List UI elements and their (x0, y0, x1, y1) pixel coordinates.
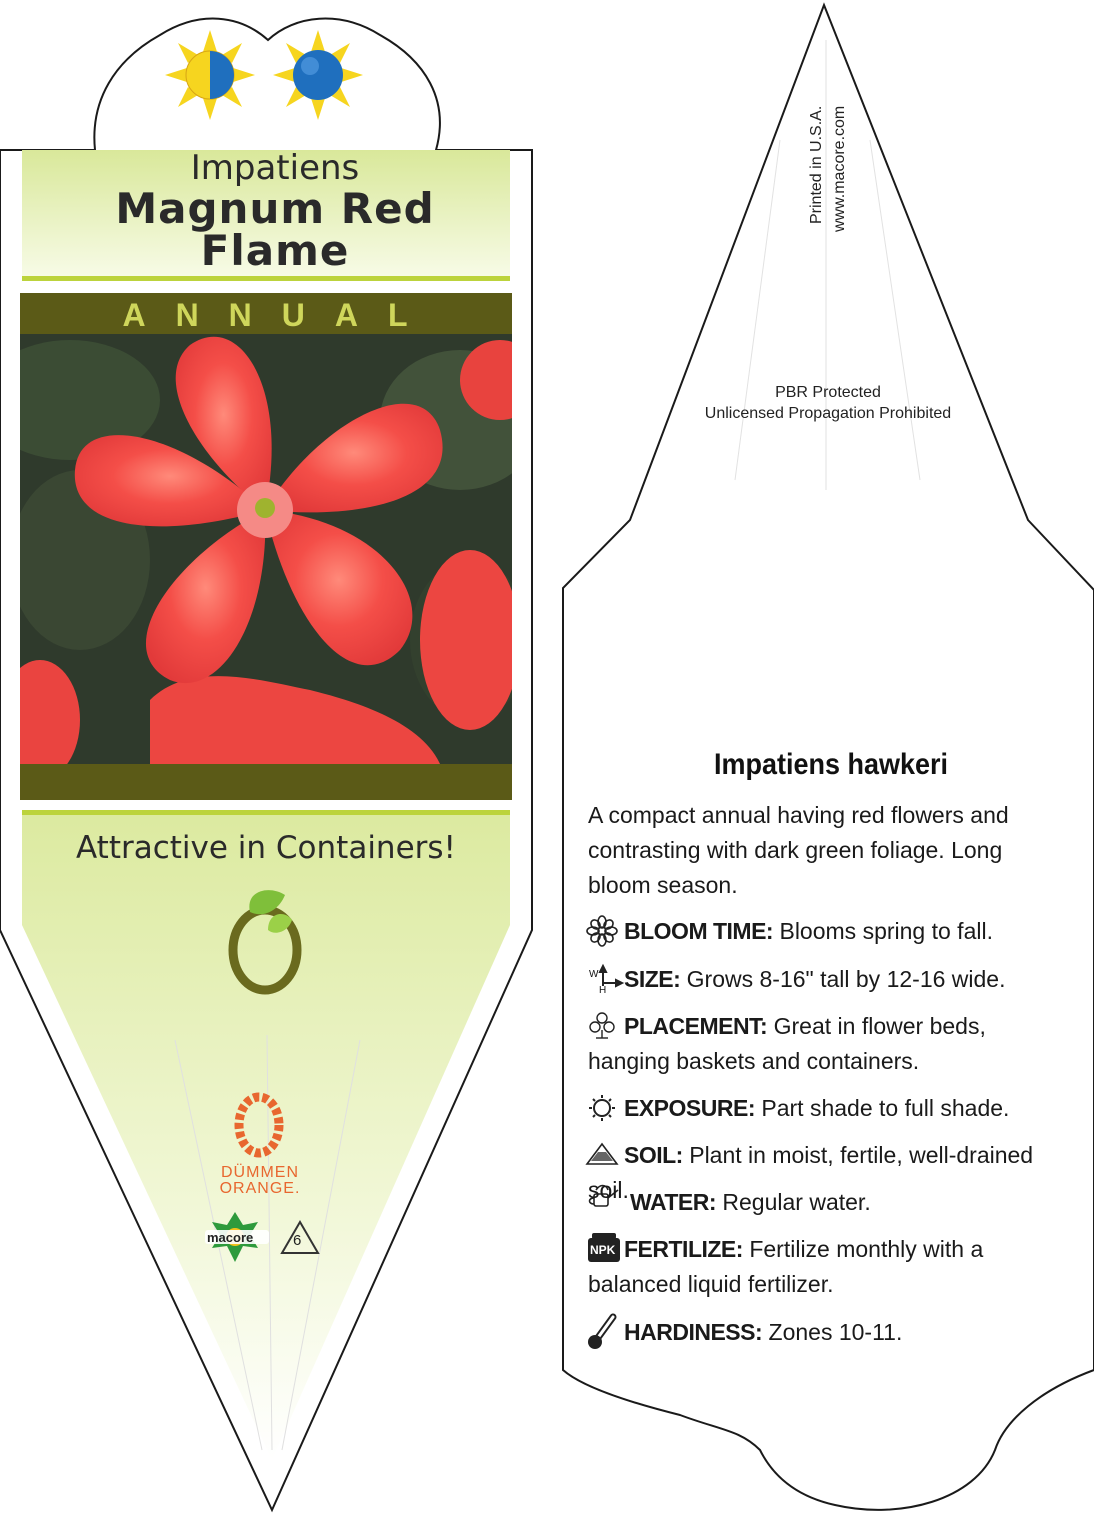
pbr-prohibited: Unlicensed Propagation Prohibited (704, 405, 952, 422)
macore-wordmark: macore (207, 1230, 254, 1245)
care-value: Grows 8-16" tall by 12-16 wide. (686, 966, 1006, 992)
dummen-orange-wordmark (200, 1165, 320, 1197)
care-label: PLACEMENT: (624, 1013, 768, 1039)
care-fertilize (588, 1232, 1068, 1302)
flower-photo (0, 334, 540, 780)
printed-in: Printed in U.S.A. (808, 105, 825, 224)
recycle-code: 6 (293, 1232, 302, 1249)
tagline: Attractive in Containers! (76, 830, 456, 866)
care-label: EXPOSURE: (624, 1095, 755, 1121)
care-value: Fertilize monthly with a balanced liquid fertilizer. (588, 1236, 984, 1297)
brand-line-2: ORANGE. (219, 1180, 301, 1197)
pbr-protected: PBR Protected (775, 384, 881, 401)
care-hardiness (588, 1315, 1068, 1350)
care-water (588, 1185, 1068, 1220)
care-label: WATER: (630, 1189, 717, 1215)
care-label: SIZE: (624, 966, 681, 992)
part-shade-sun-icon (165, 30, 255, 120)
care-label: BLOOM TIME: (624, 918, 774, 944)
care-value: Great in flower beds, hanging baskets and containers. (588, 1013, 986, 1074)
full-shade-sun-icon (273, 30, 363, 120)
plant-description: A compact annual having red flowers and contrasting with dark green foliage. Long bloom season. (588, 802, 1009, 898)
care-value: Blooms spring to fall. (779, 918, 993, 944)
care-bloom-time (588, 914, 1068, 949)
size-w-letter: W (589, 969, 599, 980)
npk-label: NPK (590, 1243, 616, 1257)
cultivar-name (40, 184, 510, 275)
care-label: HARDINESS: (624, 1319, 763, 1345)
care-value: Zones 10-11. (768, 1319, 903, 1345)
care-label: FERTILIZE: (624, 1236, 743, 1262)
category-label: ANNUAL (122, 297, 438, 333)
care-value: Plant in moist, fertile, well-drained soil. (588, 1142, 1034, 1203)
website: www.macore.com (831, 105, 848, 232)
cultivar-line-2: Flame (200, 226, 350, 275)
common-name: Impatiens (190, 148, 360, 188)
botanical-name: Impatiens hawkeri (713, 748, 949, 781)
cultivar-line-1: Magnum Red (115, 184, 435, 233)
brand-line-1: DÜMMEN (221, 1164, 299, 1181)
care-value: Regular water. (722, 1189, 871, 1215)
care-label: SOIL: (624, 1142, 683, 1168)
care-placement (588, 1009, 1068, 1079)
care-exposure (588, 1091, 1068, 1126)
care-size (588, 962, 1068, 997)
size-h-letter: H (599, 985, 607, 996)
care-value: Part shade to full shade. (761, 1095, 1010, 1121)
